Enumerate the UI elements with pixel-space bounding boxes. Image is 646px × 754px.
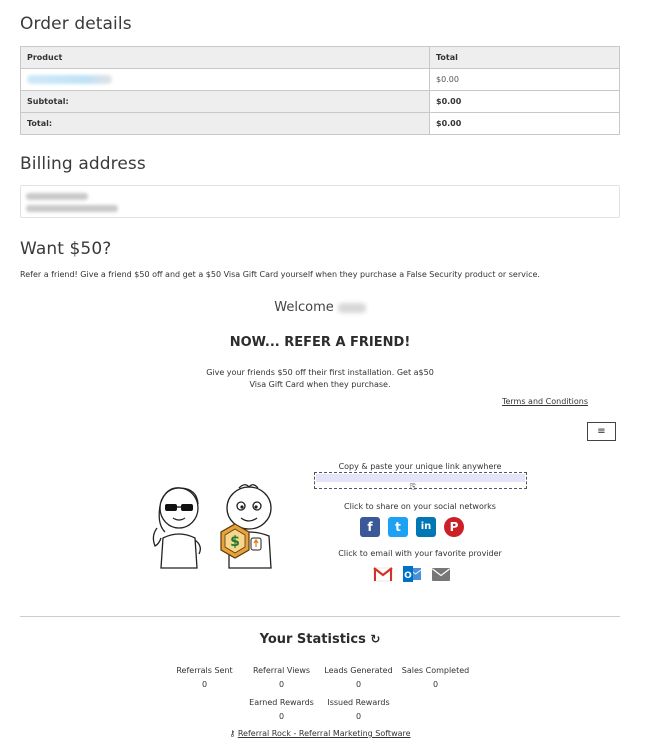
social-icons: [360, 517, 480, 539]
linkedin-icon[interactable]: in: [416, 517, 436, 537]
svg-text:O: O: [404, 571, 412, 581]
referral-description: Refer a friend! Give a friend $50 off and get a $50 Visa Gift Card yourself when they purchase a False Security product or service.: [20, 270, 540, 279]
subtext-line-2: Visa Gift Card when they purchase.: [249, 380, 391, 389]
footer: [0, 729, 640, 738]
key-icon: ⚷: [229, 729, 236, 738]
statistics-heading: [0, 632, 640, 647]
table-header-row: [21, 47, 620, 69]
social-share-label: Click to share on your social networks: [344, 502, 496, 511]
stats-row-2: [0, 696, 640, 724]
table-row: [21, 113, 620, 135]
product-cell: [21, 69, 430, 91]
stat-earned-rewards: Earned Rewards 0: [249, 698, 314, 721]
email-icons: [373, 564, 467, 586]
product-name-redacted: [27, 75, 112, 84]
terms-and-conditions-link[interactable]: Terms and Conditions: [501, 397, 588, 406]
product-column-header: Product: [21, 47, 430, 69]
table-row: [21, 91, 620, 113]
svg-text:$: $: [230, 534, 240, 550]
sunglasses-icon: [165, 504, 177, 511]
refer-friend-headline: NOW... REFER A FRIEND!: [229, 335, 411, 350]
subtotal-label: Subtotal:: [21, 91, 430, 113]
unique-link-value: [316, 474, 525, 482]
total-value: $0.00: [430, 113, 620, 135]
gmail-icon[interactable]: [373, 564, 393, 584]
refresh-icon[interactable]: ↻: [370, 632, 381, 646]
billing-line-redacted: [26, 205, 118, 212]
product-total-cell: $0.00: [430, 69, 620, 91]
want-50-heading: Want $50?: [20, 239, 112, 259]
welcome-label: Welcome: [274, 300, 334, 315]
referral-rock-link[interactable]: Referral Rock - Referral Marketing Software: [237, 729, 411, 738]
referral-characters-illustration: [145, 480, 285, 572]
statistics-title: Your Statistics: [259, 632, 366, 647]
subtotal-value: $0.00: [430, 91, 620, 113]
total-label: Total:: [21, 113, 430, 135]
billing-address-heading: Billing address: [20, 154, 146, 174]
referral-subtext: [195, 367, 445, 391]
outlook-icon[interactable]: [402, 564, 422, 584]
email-share-label: Click to email with your favorite provider: [338, 549, 502, 558]
email-envelope-icon[interactable]: [431, 564, 451, 584]
stat-referral-views: Referral Views 0: [252, 666, 311, 689]
divider: [20, 616, 620, 617]
billing-line-redacted: [26, 193, 88, 200]
welcome-message: [0, 300, 640, 315]
order-details-heading: Order details: [20, 14, 132, 34]
menu-button[interactable]: ≡: [587, 422, 616, 441]
user-name-redacted: [338, 303, 366, 313]
twitter-icon[interactable]: t: [388, 517, 408, 537]
stat-leads-generated: Leads Generated 0: [324, 666, 393, 689]
facebook-icon[interactable]: f: [360, 517, 380, 537]
subtext-line-1: Give your friends $50 off their first installation. Get a$50: [206, 368, 434, 377]
stats-row-1: [0, 664, 640, 692]
stat-sales-completed: Sales Completed 0: [401, 666, 470, 689]
total-column-header: Total: [430, 47, 620, 69]
stat-referrals-sent: Referrals Sent 0: [176, 666, 233, 689]
copy-icon[interactable]: ⎘: [410, 482, 417, 491]
table-row: [21, 69, 620, 91]
billing-address-box: [20, 185, 620, 218]
stat-issued-rewards: Issued Rewards 0: [327, 698, 390, 721]
order-table: [20, 46, 620, 135]
pinterest-icon[interactable]: P: [444, 517, 464, 537]
copy-link-label: Copy & paste your unique link anywhere: [338, 462, 502, 471]
unique-link-input[interactable]: [314, 472, 527, 489]
